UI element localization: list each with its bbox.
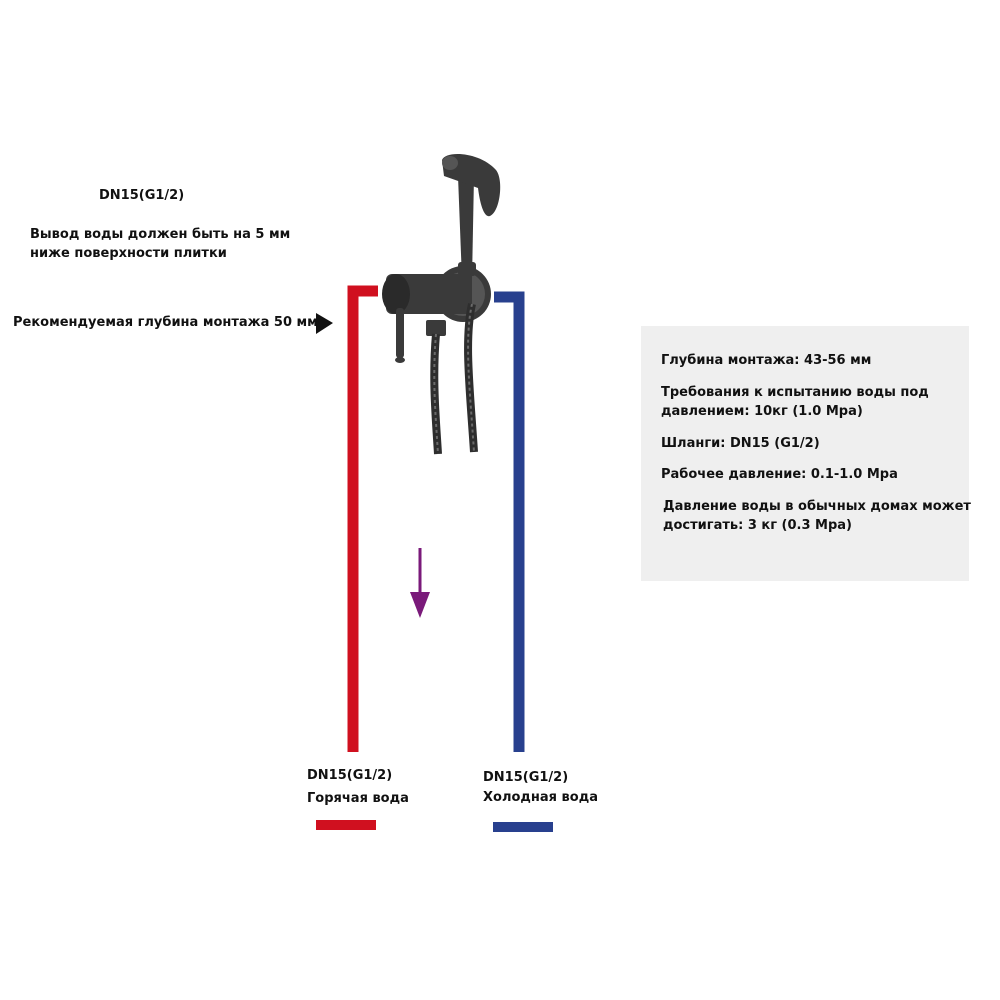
top-dn-spec: DN15(G1/2) bbox=[99, 188, 185, 203]
spec-working-pressure: Рабочее давление: 0.1-1.0 Mpa bbox=[661, 467, 898, 482]
hot-water-swatch bbox=[316, 820, 376, 830]
spec-home-pressure-line-1: Давление воды в обычных домах может bbox=[663, 499, 971, 514]
hot-water-pipe bbox=[353, 291, 378, 752]
cold-water-pipe bbox=[494, 297, 519, 752]
hot-water-label: Горячая вода bbox=[307, 791, 409, 806]
outlet-note-line-2: ниже поверхности плитки bbox=[30, 246, 227, 261]
triangle-right-icon bbox=[316, 313, 333, 334]
spec-home-pressure-line-2: достигать: 3 кг (0.3 Mpa) bbox=[663, 518, 852, 533]
cold-water-spec: DN15(G1/2) bbox=[483, 770, 569, 785]
spec-panel bbox=[641, 326, 969, 581]
spec-hoses: Шланги: DN15 (G1/2) bbox=[661, 436, 820, 451]
arrow-down-icon bbox=[410, 548, 430, 618]
depth-recommendation: Рекомендуемая глубина монтажа 50 мм bbox=[13, 315, 318, 330]
cold-water-label: Холодная вода bbox=[483, 790, 598, 805]
hot-water-spec: DN15(G1/2) bbox=[307, 768, 393, 783]
spec-install-depth: Глубина монтажа: 43-56 мм bbox=[661, 353, 872, 368]
outlet-note-line-1: Вывод воды должен быть на 5 мм bbox=[30, 227, 291, 242]
cold-water-swatch bbox=[493, 822, 553, 832]
spec-test-pressure-line-1: Требования к испытанию воды под bbox=[661, 385, 929, 400]
bidet-faucet-icon bbox=[382, 154, 500, 454]
spec-test-pressure-line-2: давлением: 10кг (1.0 Mpa) bbox=[661, 404, 863, 419]
